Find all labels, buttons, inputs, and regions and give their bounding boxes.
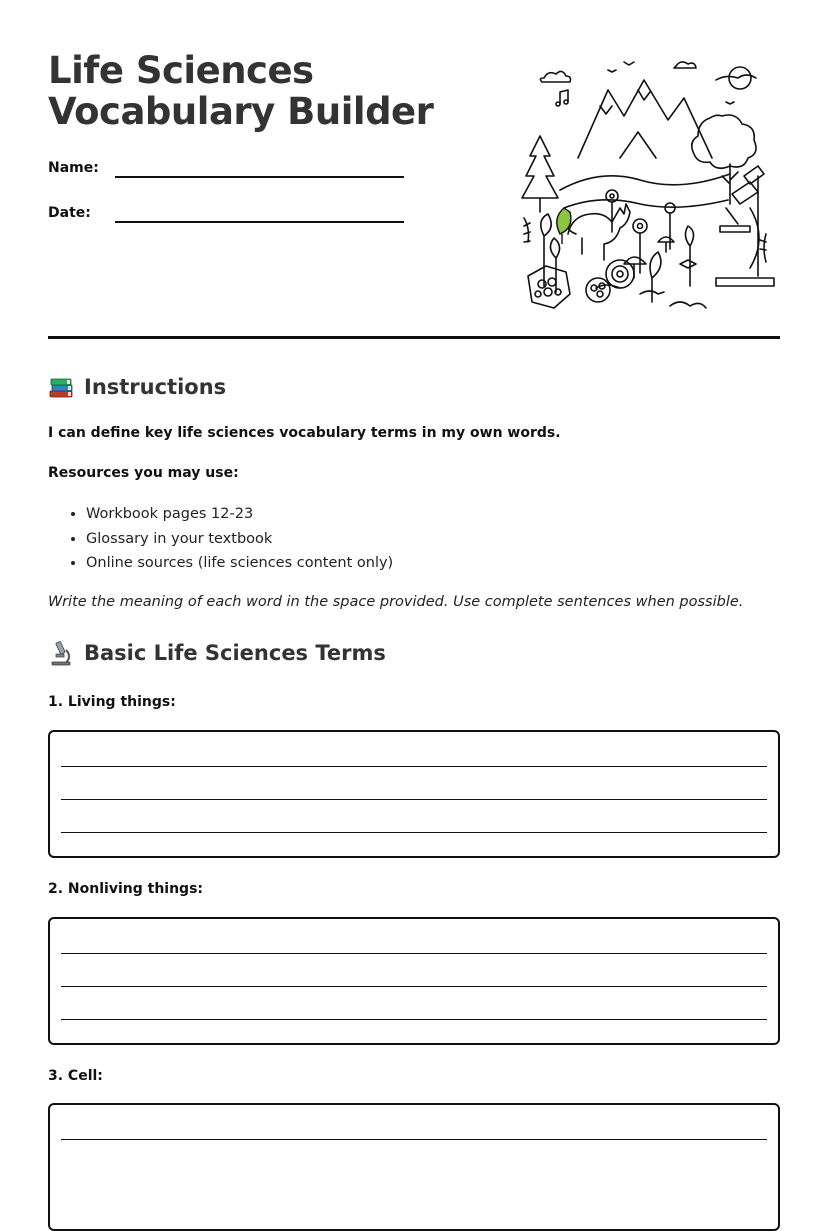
worksheet-header (48, 48, 780, 318)
terms-title: Basic Life Sciences Terms (84, 641, 386, 665)
instructions-heading (48, 374, 226, 400)
instructions-title: Instructions (84, 375, 227, 399)
microscope-icon (48, 640, 74, 666)
term-label-living: 1. Living things: (48, 694, 176, 710)
terms-heading (48, 640, 386, 666)
date-field[interactable] (48, 205, 408, 235)
learning-objective: I can define key life sciences vocabulary terms in my own words. (48, 425, 561, 441)
date-line[interactable] (115, 221, 404, 223)
name-label: Name: (48, 160, 99, 176)
directions-text: Write the meaning of each word in the space provided. Use complete sentences when possible. (48, 594, 744, 610)
date-label: Date: (48, 205, 91, 221)
books-icon (48, 374, 74, 400)
answer-line (61, 986, 767, 987)
header-divider (48, 336, 780, 339)
answer-line (61, 832, 767, 833)
answer-line (61, 799, 767, 800)
term-label-cell: 3. Cell: (48, 1068, 103, 1084)
resources-label: Resources you may use: (48, 465, 239, 481)
answer-box-cell[interactable] (48, 1103, 780, 1231)
answer-box-living[interactable] (48, 730, 780, 858)
nature-illustration (520, 58, 780, 320)
name-line[interactable] (115, 176, 404, 178)
list-item: • Glossary in your textbook (86, 529, 393, 554)
name-field[interactable] (48, 160, 408, 190)
page-title: Life Sciences Vocabulary Builder (48, 49, 434, 133)
term-label-nonliving: 2. Nonliving things: (48, 881, 203, 897)
list-item: • Workbook pages 12-23 (86, 504, 393, 529)
answer-line (61, 953, 767, 954)
answer-line (61, 766, 767, 767)
resources-list (48, 504, 393, 578)
answer-line (61, 1139, 767, 1140)
answer-line (61, 1019, 767, 1020)
list-item: • Online sources (life sciences content only) (86, 553, 393, 578)
answer-box-nonliving[interactable] (48, 917, 780, 1045)
